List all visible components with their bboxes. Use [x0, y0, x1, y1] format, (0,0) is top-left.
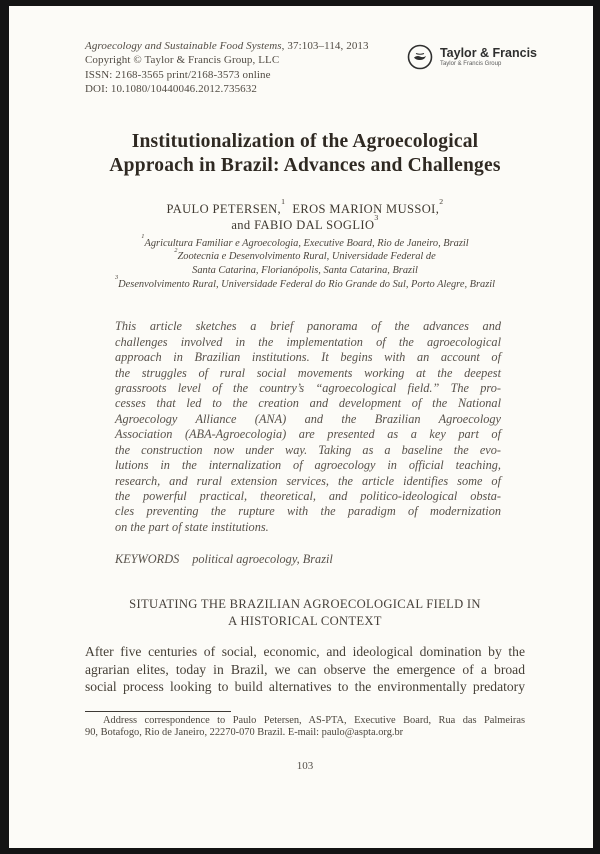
author-3-affil-mark: 3	[374, 213, 379, 223]
author-2-affil-mark: 2	[439, 196, 444, 206]
author-2: EROS MARION MUSSOI,	[292, 201, 440, 216]
doi-line: DOI: 10.1080/10440046.2012.735632	[85, 83, 257, 96]
affiliation-text: Santa Catarina, Florianópolis, Santa Catarina, Brazil	[192, 265, 418, 277]
footnote-line1: Address correspondence to Paulo Petersen, AS-PTA, Executive Board, Rua das Palmeiras	[103, 714, 525, 726]
keywords	[115, 552, 501, 567]
abstract-line: lutions in the internalization of agroecology in official teaching,	[115, 458, 501, 473]
abstract-line: the struggles of rural social movements working at the deepest	[115, 365, 501, 380]
body-paragraph	[85, 643, 525, 696]
affiliation-line	[85, 232, 525, 251]
affiliation-line	[85, 246, 525, 264]
footnote-divider	[85, 711, 231, 712]
author-1: PAULO PETERSEN,	[166, 201, 282, 216]
abstract-line: cles preventing the rupture with the paradigm of modernization	[115, 504, 501, 519]
affiliation-line	[85, 274, 525, 292]
taylor-francis-logo	[406, 43, 537, 71]
abstract-line: Agroecology Alliance (ANA) and the Brazilian Agroecology	[115, 411, 501, 426]
affiliation-text: Agricultura Familiar e Agroecologia, Executive Board, Rio de Janeiro, Brazil	[144, 237, 469, 249]
section-heading-line2: A HISTORICAL CONTEXT	[228, 614, 382, 629]
affiliation-text: Desenvolvimento Rural, Universidade Federal do Rio Grande do Sul, Porto Alegre, Brazil	[118, 278, 496, 290]
article-title-line1: Institutionalization of the Agroecological	[131, 130, 479, 152]
author-1-affil-mark: 1	[281, 196, 286, 206]
footnote-line2: 90, Botafogo, Rio de Janeiro, 22270-070 Brazil. E-mail: paulo@aspta.org.br	[85, 726, 404, 738]
taylor-francis-wordmark	[440, 47, 537, 68]
abstract-line: on the part of state institutions.	[115, 519, 269, 534]
abstract	[115, 319, 501, 535]
section-heading	[85, 596, 525, 630]
abstract-line: challenges involved in the implementation of the agroecological	[115, 334, 501, 349]
affiliation-text: Zootecnia e Desenvolvimento Rural, Universidade Federal de	[177, 251, 436, 263]
affiliation-line	[85, 264, 525, 278]
issn-line: ISSN: 2168-3565 print/2168-3573 online	[85, 68, 271, 81]
author-list	[85, 196, 525, 234]
author-line-1	[85, 196, 525, 218]
author-3: and FABIO DAL SOGLIO	[231, 218, 375, 233]
journal-issue: , 37:103–114, 2013	[281, 40, 369, 52]
publisher-group-subtext: Taylor & Francis Group	[439, 60, 502, 67]
article-title	[85, 130, 525, 178]
abstract-line: the construction now under way. Taking as a baseline the evo-	[115, 442, 501, 457]
journal-citation-line	[85, 39, 369, 53]
abstract-line: approach in Brazilian institutions. It begins with an account of	[115, 350, 501, 365]
abstract-line: This article sketches a brief panorama of the advances and	[115, 319, 501, 334]
author-line-2	[85, 213, 525, 234]
body-line: agrarian elites, today in Brazil, we can observe the emergence of a broad	[85, 661, 525, 677]
journal-meta	[85, 39, 369, 97]
publisher-name: Taylor & Francis	[439, 45, 537, 60]
abstract-line: the powerful practical, theoretical, and politico-ideological obsta-	[115, 488, 501, 503]
abstract-line: cesses that led to the creation and development of the National	[115, 396, 501, 411]
abstract-line: research, and rural extension services, the article identifies some of	[115, 473, 501, 488]
taylor-francis-lamp-icon	[406, 43, 434, 71]
page-number: 103	[296, 759, 314, 772]
journal-header	[85, 39, 537, 97]
abstract-line: grassroots level of the country’s “agroecological field.” The pro-	[115, 381, 501, 396]
article-first-page	[9, 6, 593, 848]
affiliation-mark: 3	[114, 274, 119, 282]
body-line: social process looking to build alternatives to the environmentally predatory	[85, 679, 525, 695]
keywords-text: political agroecology, Brazil	[192, 552, 333, 567]
section-heading-line1: SITUATING THE BRAZILIAN AGROECOLOGICAL FIELD IN	[129, 597, 481, 612]
affiliation-mark: 1	[141, 232, 145, 240]
affiliation-mark: 2	[174, 246, 178, 254]
copyright-line: Copyright © Taylor & Francis Group, LLC	[85, 54, 280, 67]
abstract-line: Association (ABA-Agroecologia) are presented as a key part of	[115, 427, 501, 442]
article-title-line2: Approach in Brazil: Advances and Challenges	[109, 154, 501, 176]
affiliation-list	[85, 232, 525, 292]
correspondence-footnote	[85, 715, 525, 739]
keywords-label: KEYWORDS	[115, 552, 180, 567]
journal-title: Agroecology and Sustainable Food Systems	[85, 40, 282, 52]
body-line: After five centuries of social, economic, and ideological domination by the	[85, 644, 525, 660]
